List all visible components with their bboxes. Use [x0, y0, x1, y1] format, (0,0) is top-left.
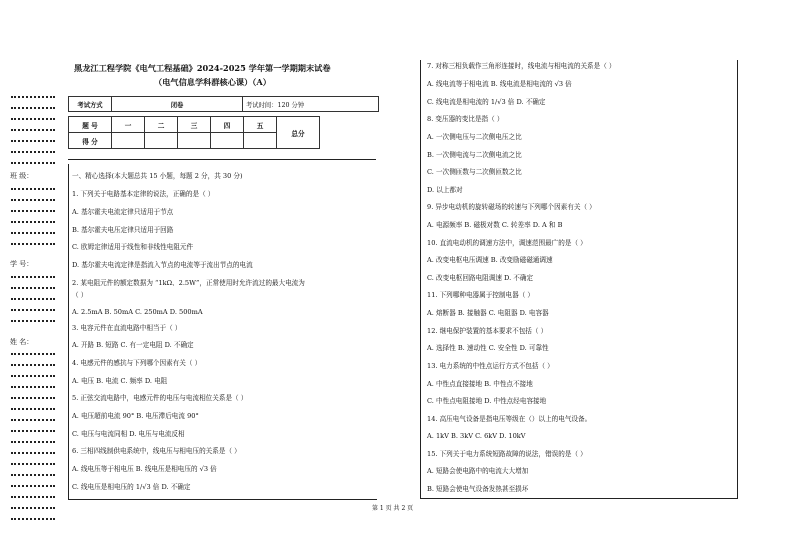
section-header: 四: [211, 117, 244, 133]
dotted-line: [11, 276, 55, 283]
score-cell[interactable]: [112, 133, 145, 149]
dotted-line: [11, 507, 55, 514]
dotted-line: [11, 298, 55, 305]
question-line: A. 改变电枢电压调速 B. 改变励磁磁通调速: [427, 256, 553, 264]
question-line: A. 短路会使电路中的电流大大增加: [427, 467, 529, 475]
exam-method-value: 闭卷: [112, 97, 243, 112]
dotted-line: [11, 162, 55, 169]
name-label: 姓 名：: [10, 338, 34, 346]
question-line: 9. 异步电动机的旋转磁场的转速与下列哪个因素有关（ ）: [427, 203, 596, 211]
dotted-line: [11, 320, 55, 327]
question-line: D. 基尔霍夫电流定律是指流入节点的电流等于流出节点的电流: [72, 261, 253, 269]
question-line: A. 选择性 B. 速动性 C. 安全性 D. 可靠性: [427, 344, 549, 352]
question-line: A. 中性点直接接地 B. 中性点不接地: [427, 380, 533, 388]
exam-time: 考试时间：120 分钟: [243, 97, 379, 112]
question-line: B. 一次侧电流与二次侧电流之比: [427, 151, 522, 159]
dotted-line: [11, 221, 55, 228]
dotted-line: [11, 474, 55, 481]
question-line: A. 熔断器 B. 接触器 C. 电阻器 D. 电容器: [427, 309, 549, 317]
question-line: C. 电压与电流同相 D. 电压与电流反相: [72, 430, 185, 438]
dotted-line: [11, 397, 55, 404]
score-cell[interactable]: [244, 133, 277, 149]
dotted-line: [11, 496, 55, 503]
question-line: A. 线电流等于相电流 B. 线电流是相电流的 √3 倍: [427, 80, 572, 88]
dotted-line: [11, 364, 55, 371]
total-label: 总分: [277, 117, 320, 149]
question-line: C. 线电压是相电压的 1/√3 倍 D. 不确定: [72, 483, 191, 491]
header-divider: [68, 159, 376, 160]
dotted-line: [11, 463, 55, 470]
question-line: 13. 电力系统的中性点运行方式不包括（ ）: [427, 362, 554, 370]
dotted-line: [11, 386, 55, 393]
dotted-line: [11, 151, 55, 158]
question-line: A. 电压超前电流 90° B. 电压滞后电流 90°: [72, 412, 199, 420]
question-line: A. 一次侧电压与二次侧电压之比: [427, 133, 522, 141]
question-line: 8. 变压器的变比是指（ ）: [427, 115, 504, 123]
dotted-line: [11, 419, 55, 426]
section-header: 二: [145, 117, 178, 133]
question-line: 3. 电容元件在直流电路中相当于（ ）: [72, 324, 182, 332]
exam-info-table: [68, 96, 379, 112]
question-line: （ ）: [72, 291, 88, 299]
question-line: C. 欧姆定律适用于线性和非线性电阻元件: [72, 243, 194, 251]
class-label: 班 级：: [10, 172, 34, 180]
dotted-line: [11, 309, 55, 316]
question-line: 4. 电感元件的感抗与下列哪个因素有关（ ）: [72, 359, 202, 367]
question-line: 5. 正弦交流电路中，电感元件的电压与电流相位关系是（ ）: [72, 394, 248, 402]
question-line: 7. 对称三相负载作三角形连接时，线电流与相电流的关系是（ ）: [427, 62, 616, 70]
dotted-line: [11, 118, 55, 125]
question-line: A. 电源频率 B. 磁极对数 C. 转差率 D. A 和 B: [427, 221, 563, 229]
question-line: A. 线电压等于相电压 B. 线电压是相电压的 √3 倍: [72, 465, 217, 473]
score-cell[interactable]: [145, 133, 178, 149]
dotted-line: [11, 140, 55, 147]
question-line: 2. 某电阻元件的额定数据为 “1kΩ、2.5W”，正常使用时允许流过的最大电流为: [72, 279, 305, 287]
dotted-line: [11, 96, 55, 103]
question-line: A. 开路 B. 短路 C. 有一定电阻 D. 不确定: [72, 341, 194, 349]
question-line: 14. 高压电气设备是指电压等级在（）以上的电气设备。: [427, 415, 592, 423]
dotted-line: [11, 353, 55, 360]
dotted-line: [11, 129, 55, 136]
question-line: D. 以上都对: [427, 186, 463, 194]
dotted-line: [11, 188, 55, 195]
dotted-line: [11, 210, 55, 217]
dotted-line: [11, 452, 55, 459]
dotted-line: [11, 441, 55, 448]
question-line: C. 改变电枢回路电阻调速 D. 不确定: [427, 274, 534, 282]
question-line: A. 2.5mA B. 50mA C. 250mA D. 500mA: [72, 308, 203, 316]
dotted-line: [11, 232, 55, 239]
section-header: 三: [178, 117, 211, 133]
id-label: 学 号：: [10, 260, 34, 268]
dotted-line: [11, 107, 55, 114]
question-line: 6. 三相四线制供电系统中，线电压与相电压的关系是（ ）: [72, 447, 241, 455]
dotted-line: [11, 485, 55, 492]
score-table: [68, 116, 320, 149]
dotted-line: [11, 518, 55, 525]
section-heading: 一、精心选择(本大题总共 15 小题，每题 2 分，共 30 分): [72, 172, 243, 180]
question-line: B. 短路会使电气设备发热甚至损坏: [427, 485, 529, 493]
question-line: 1. 下列关于电路基本定律的说法，正确的是（ ）: [72, 190, 215, 198]
question-no-label: 题 号: [69, 117, 112, 133]
dotted-line: [11, 243, 55, 250]
question-line: A. 基尔霍夫电流定律只适用于节点: [72, 208, 174, 216]
question-line: C. 线电流是相电流的 1/√3 倍 D. 不确定: [427, 98, 546, 106]
question-line: 11. 下列哪种电器属于控制电器（ ）: [427, 291, 534, 299]
page-number: 第 1 页 共 2 页: [372, 505, 414, 512]
question-line: 15. 下列关于电力系统短路故障的说法，错误的是（ ）: [427, 450, 587, 458]
section-header: 一: [112, 117, 145, 133]
exam-method-label: 考试方式: [69, 97, 112, 112]
exam-subtitle: （电气信息学科群核心课）（A）: [154, 77, 271, 87]
score-cell[interactable]: [211, 133, 244, 149]
question-line: A. 1kV B. 3kV C. 6kV D. 10kV: [427, 432, 526, 440]
question-line: 12. 继电保护装置的基本要求不包括（ ）: [427, 327, 548, 335]
dotted-line: [11, 408, 55, 415]
dotted-line: [11, 287, 55, 294]
dotted-line: [11, 199, 55, 206]
question-line: A. 电压 B. 电流 C. 频率 D. 电阻: [72, 377, 168, 385]
dotted-line: [11, 375, 55, 382]
score-row-label: 得 分: [69, 133, 112, 149]
question-line: C. 中性点电阻接地 D. 中性点经电容接地: [427, 397, 547, 405]
score-cell[interactable]: [178, 133, 211, 149]
question-line: 10. 直流电动机的调速方法中，调速范围最广的是（ ）: [427, 239, 587, 247]
exam-title: 黑龙江工程学院《电气工程基础》2024-2025 学年第一学期期末试卷: [74, 63, 331, 73]
question-line: C. 一次侧匝数与二次侧匝数之比: [427, 168, 522, 176]
question-line: B. 基尔霍夫电压定律只适用于回路: [72, 226, 174, 234]
section-header: 五: [244, 117, 277, 133]
dotted-line: [11, 430, 55, 437]
